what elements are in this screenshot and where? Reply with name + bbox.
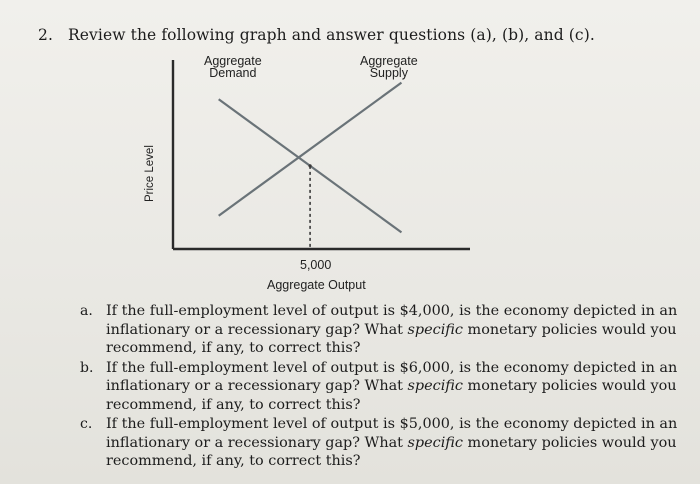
sub-question-c <box>80 415 680 471</box>
item-marker: b. <box>80 359 94 376</box>
question-heading <box>38 26 595 44</box>
as-label-line-2: Supply <box>369 66 408 80</box>
item-marker: a. <box>80 303 93 319</box>
sub-question-b <box>80 359 680 415</box>
ad-label-line-1: Aggregate <box>204 54 262 68</box>
item-text-start: If the full-employment level of output is $6,000, is the economy depicted in an inflationary or a recessionary gap? What <box>106 359 678 394</box>
chart-svg <box>140 52 480 292</box>
as-label <box>360 55 418 79</box>
ad-as-graph <box>140 52 480 292</box>
item-text-end: monetary policies would you recommend, if any, to correct this? <box>106 321 677 356</box>
x-tick-label: 5,000 <box>300 258 332 272</box>
item-text-start: If the full-employment level of output is $5,000, is the economy depicted in an inflationary or a recessionary gap? What <box>106 416 678 451</box>
x-axis-label: Aggregate Output <box>267 278 366 292</box>
y-axis-label: Price Level <box>144 145 156 202</box>
item-emphasis: specific <box>407 321 463 338</box>
item-text-end: monetary policies would you recommend, if any, to correct this? <box>106 378 677 413</box>
question-number: 2. <box>38 26 53 44</box>
as-label-line-1: Aggregate <box>360 54 418 68</box>
equilibrium-point <box>308 164 311 167</box>
item-marker: c. <box>80 416 93 432</box>
sub-question-list <box>80 302 680 472</box>
item-text-start: If the full-employment level of output is $4,000, is the economy depicted in an inflationary or a recessionary gap? What <box>106 303 678 338</box>
ad-label <box>204 55 262 79</box>
item-emphasis: specific <box>407 378 463 394</box>
ad-label-line-2: Demand <box>209 66 257 80</box>
question-text: Review the following graph and answer questions (a), (b), and (c). <box>68 26 595 44</box>
item-emphasis: specific <box>407 434 463 451</box>
aggregate-supply-curve <box>219 83 402 216</box>
item-text-end: monetary policies would you recommend, if any, to correct this? <box>106 434 677 469</box>
sub-question-a <box>80 302 680 358</box>
